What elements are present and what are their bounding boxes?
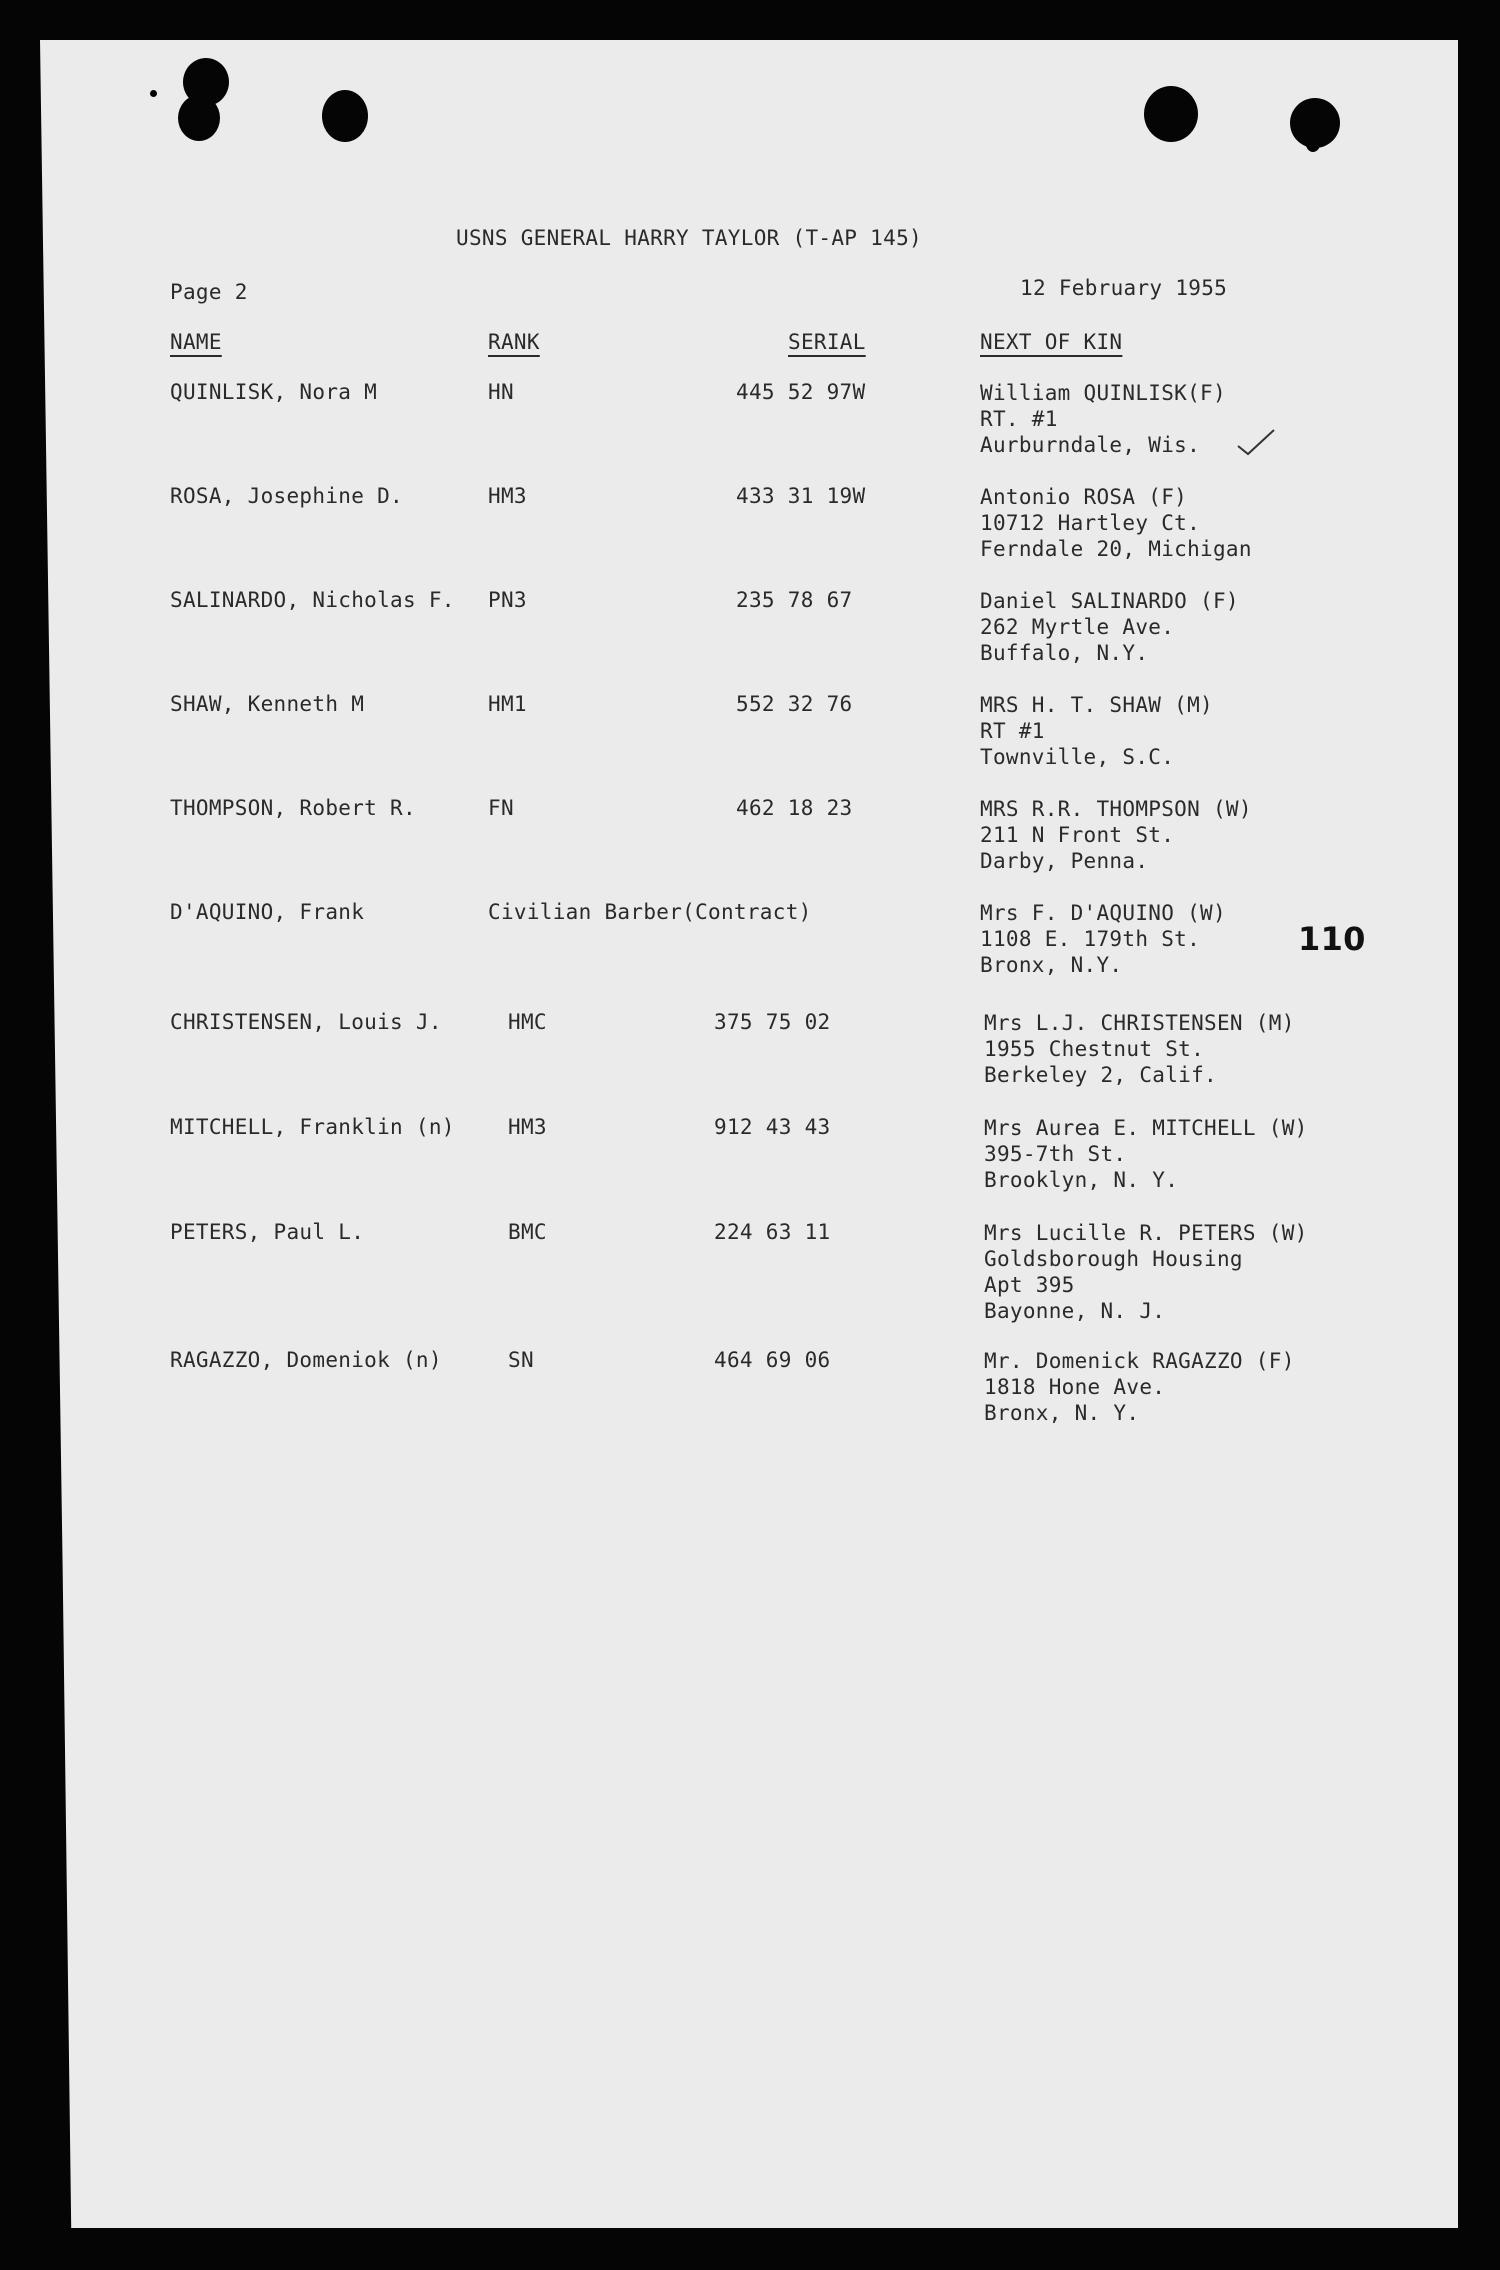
row-rank: HM3	[488, 484, 527, 508]
row-serial: 912 43 43	[714, 1115, 831, 1139]
row-next-of-kin-line: Townville, S.C.	[980, 745, 1175, 769]
row-rank: FN	[488, 796, 514, 820]
row-next-of-kin-line: Mr. Domenick RAGAZZO (F)	[984, 1349, 1295, 1373]
row-rank: HM3	[508, 1115, 547, 1139]
row-name: D'AQUINO, Frank	[170, 900, 365, 924]
row-next-of-kin-line: Mrs F. D'AQUINO (W)	[980, 901, 1226, 925]
row-name: ROSA, Josephine D.	[170, 484, 403, 508]
row-next-of-kin-line: Buffalo, N.Y.	[980, 641, 1149, 665]
header-serial: SERIAL	[788, 330, 866, 354]
punch-hole-right-2b	[1306, 136, 1320, 152]
row-name: SHAW, Kenneth M	[170, 692, 365, 716]
row-serial: 224 63 11	[714, 1220, 831, 1244]
row-next-of-kin-line: Berkeley 2, Calif.	[984, 1063, 1217, 1087]
row-next-of-kin-line: Apt 395	[984, 1273, 1075, 1297]
row-next-of-kin-line: Daniel SALINARDO (F)	[980, 589, 1239, 613]
row-name: MITCHELL, Franklin (n)	[170, 1115, 455, 1139]
row-rank: HN	[488, 380, 514, 404]
document-date: 12 February 1955	[1020, 276, 1228, 300]
row-name: CHRISTENSEN, Louis J.	[170, 1010, 442, 1034]
row-serial: 552 32 76	[736, 692, 853, 716]
row-next-of-kin-line: 211 N Front St.	[980, 823, 1175, 847]
row-serial: 445 52 97W	[736, 380, 866, 404]
row-serial: 433 31 19W	[736, 484, 866, 508]
row-next-of-kin-line: Bayonne, N. J.	[984, 1299, 1166, 1323]
row-name: THOMPSON, Robert R.	[170, 796, 416, 820]
row-rank: HM1	[488, 692, 527, 716]
punch-hole-left-1b	[178, 95, 220, 141]
row-next-of-kin-line: Mrs Lucille R. PETERS (W)	[984, 1221, 1308, 1245]
row-next-of-kin-line: Brooklyn, N. Y.	[984, 1168, 1179, 1192]
row-next-of-kin-line: 262 Myrtle Ave.	[980, 615, 1175, 639]
row-next-of-kin-line: 395-7th St.	[984, 1142, 1127, 1166]
row-rank: BMC	[508, 1220, 547, 1244]
page-number-mark: 110	[1298, 920, 1366, 958]
row-next-of-kin-line: RT #1	[980, 719, 1045, 743]
row-rank: Civilian Barber(Contract)	[488, 900, 812, 924]
row-rank: SN	[508, 1348, 534, 1372]
header-name: NAME	[170, 330, 222, 354]
row-rank: HMC	[508, 1010, 547, 1034]
row-next-of-kin-line: MRS H. T. SHAW (M)	[980, 693, 1213, 717]
row-next-of-kin-line: 1818 Hone Ave.	[984, 1375, 1166, 1399]
row-next-of-kin-line: William QUINLISK(F)	[980, 381, 1226, 405]
punch-hole-left-2	[322, 90, 368, 142]
row-name: SALINARDO, Nicholas F.	[170, 588, 455, 612]
row-next-of-kin-line: 10712 Hartley Ct.	[980, 511, 1201, 535]
row-next-of-kin-line: MRS R.R. THOMPSON (W)	[980, 797, 1252, 821]
row-name: QUINLISK, Nora M	[170, 380, 378, 404]
document-title: USNS GENERAL HARRY TAYLOR (T-AP 145)	[456, 226, 922, 250]
row-serial: 235 78 67	[736, 588, 853, 612]
row-name: PETERS, Paul L.	[170, 1220, 365, 1244]
speck	[150, 90, 157, 97]
row-serial: 462 18 23	[736, 796, 853, 820]
page-label: Page 2	[170, 280, 248, 304]
row-next-of-kin-line: 1955 Chestnut St.	[984, 1037, 1205, 1061]
row-name: RAGAZZO, Domeniok (n)	[170, 1348, 442, 1372]
header-rank: RANK	[488, 330, 540, 354]
row-next-of-kin-line: Aurburndale, Wis.	[980, 433, 1201, 457]
row-next-of-kin-line: 1108 E. 179th St.	[980, 927, 1201, 951]
header-next-of-kin: NEXT OF KIN	[980, 330, 1123, 354]
row-serial: 375 75 02	[714, 1010, 831, 1034]
row-serial: 464 69 06	[714, 1348, 831, 1372]
row-next-of-kin-line: Darby, Penna.	[980, 849, 1149, 873]
checkmark-icon	[1234, 426, 1278, 460]
row-next-of-kin-line: RT. #1	[980, 407, 1058, 431]
row-next-of-kin-line: Mrs Aurea E. MITCHELL (W)	[984, 1116, 1308, 1140]
row-rank: PN3	[488, 588, 527, 612]
row-next-of-kin-line: Mrs L.J. CHRISTENSEN (M)	[984, 1011, 1295, 1035]
row-next-of-kin-line: Ferndale 20, Michigan	[980, 537, 1252, 561]
row-next-of-kin-line: Antonio ROSA (F)	[980, 485, 1188, 509]
row-next-of-kin-line: Bronx, N. Y.	[984, 1401, 1140, 1425]
punch-hole-right-1	[1144, 86, 1198, 142]
row-next-of-kin-line: Bronx, N.Y.	[980, 953, 1123, 977]
row-next-of-kin-line: Goldsborough Housing	[984, 1247, 1243, 1271]
